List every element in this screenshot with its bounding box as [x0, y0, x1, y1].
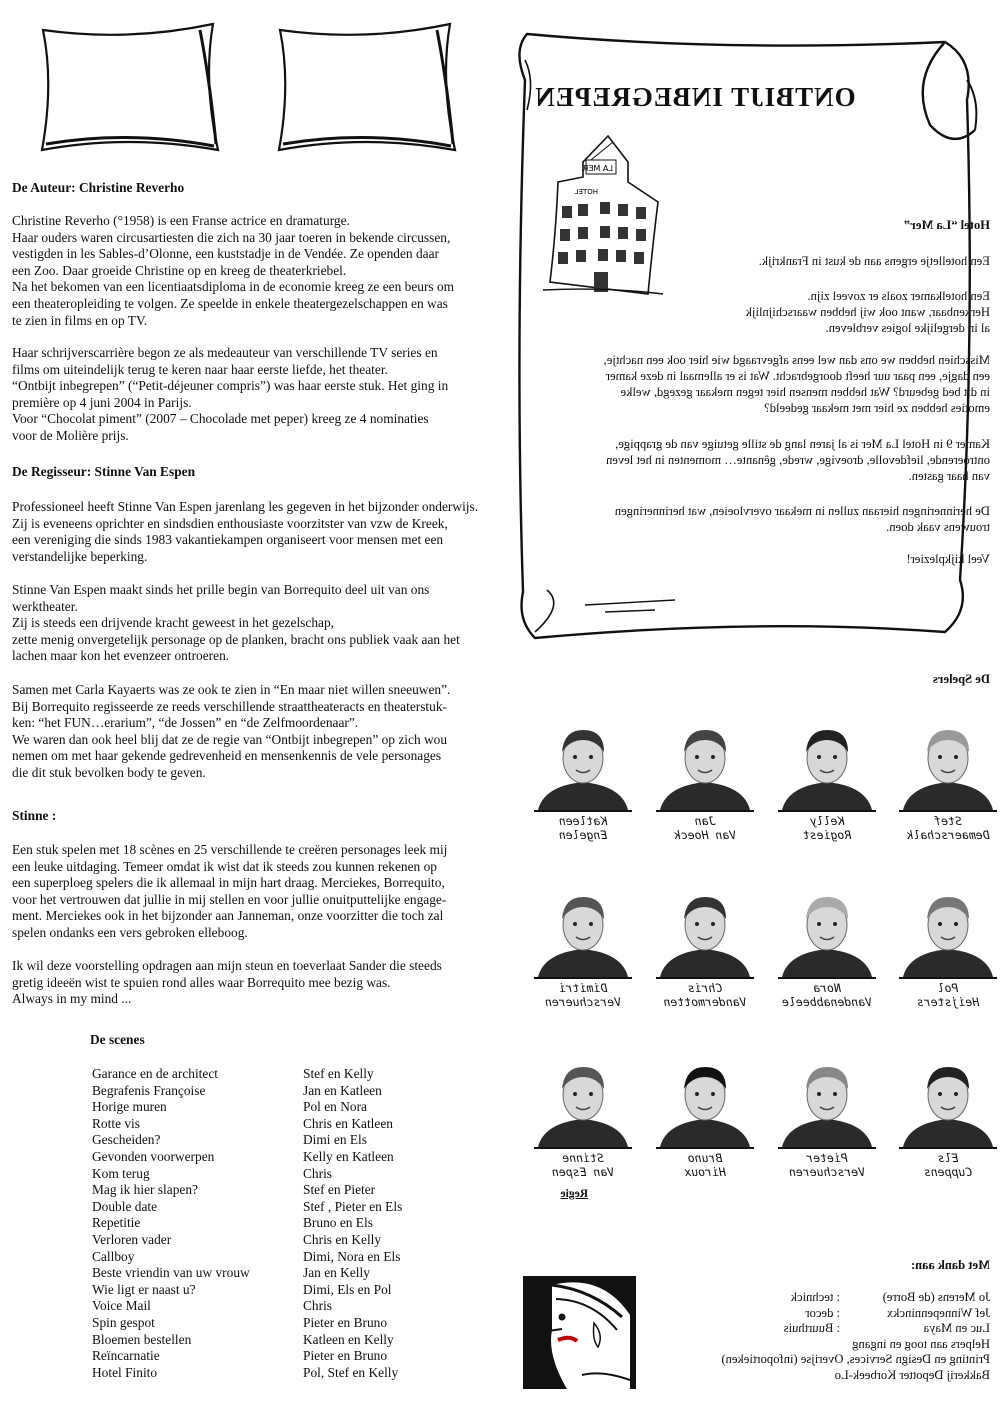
scene-row [92, 1199, 472, 1216]
thanks-row [645, 1321, 990, 1337]
scenes-heading: De scenes [90, 1032, 145, 1047]
scene-cast: Stef en Pieter [303, 1182, 376, 1198]
thanks-name: Luc en Maya [923, 1321, 990, 1335]
player-photo [778, 887, 876, 979]
scene-row [92, 1215, 472, 1232]
director-bio-2: Stinne Van Espen maakt sinds het prille begin van Borrequito deel uit van ons werktheater. Zij is steeds een drijvende kracht geweest in het gezelschap, zette menig onvergetelijk personage op de planken, bracht ons publiek vaak aan het lachen maar kon het evenzeer ontroeren. [12, 582, 460, 664]
scene-row [92, 1149, 472, 1166]
scene-cast: Chris [303, 1165, 333, 1181]
scene-cast: Stef , Pieter en Els [303, 1198, 403, 1214]
thanks-role: : technick [790, 1290, 840, 1304]
scene-row [92, 1083, 472, 1100]
thanks-row [645, 1352, 990, 1368]
scene-cast: Pieter en Bruno [303, 1314, 388, 1330]
scene-cast: Chris en Kelly [303, 1231, 382, 1247]
poster-para-4: Kamer 9 in Hotel La Mer is al jaren lang de stille getuige van de grappige, ontroerende, liefdevolle, droevige, wrede, gênante… momenten in het leven van haar gasten. [606, 437, 990, 483]
player-name: Stef Demaerschalk [906, 814, 990, 842]
player-name: Chris Vandermotten [663, 981, 747, 1009]
thanks-row [645, 1306, 990, 1322]
player-card [772, 1057, 882, 1179]
scene-cast: Chris [303, 1298, 333, 1314]
player-card [650, 720, 760, 842]
director-heading: De Regisseur: Stinne Van Espen [12, 464, 196, 479]
hotel-label-text: HOTEL [574, 188, 598, 196]
scene-title: Reïncarnatie [92, 1348, 160, 1364]
player-name: Stinne Van Espen [551, 1151, 615, 1179]
thanks-name: Bakkerij Depotter Korbeek-Lo [834, 1367, 990, 1382]
thanks-row [645, 1368, 990, 1384]
player-card [528, 887, 638, 1009]
thanks-role: : Buurthuis [783, 1321, 840, 1335]
scene-cast: Chris en Katleen [303, 1115, 393, 1131]
player-card [650, 887, 760, 1009]
author-bio-2: Haar schrijverscarrière begon ze als medeauteur van verschillende TV series en films om uiteindelijk terug te keren naar haar eerste liefde, het theater. “Ontbijt inbegrepen” (“Petit-déjeuner compris”) was haar eerste stuk. Het ging in première op 4 juni 2004 in Parijs. Voor “Chocolat piment” (2007 – Chocolade met peper) kreeg ze 4 nominaties voor de Molière prijs. [12, 345, 449, 443]
regie-label: Regie [560, 1188, 588, 1200]
player-name: Dimitri Verschueren [544, 981, 622, 1009]
scenes-table [92, 1066, 472, 1381]
player-name: Els Cuppens [923, 1151, 973, 1179]
player-name: Bruno Hiroux [684, 1151, 726, 1179]
author-bio-1: Christine Reverho (°1958) is een Franse actrice en dramaturge. Haar ouders waren circusartiesten die zich na 30 jaar toeren in bekende circussen, vestigden in les Sables-d’Olonne, een kuststadje in de Vendée. Ze openden daar een Zoo. Daar groeide Christine op en kreeg de theaterkriebel. Na het bekomen van een licentiaatsdiploma in de economie kreeg ze een beurs om een theateropleiding te volgen. Ze speelde in enkele theatergezelschappen en was te zien in films en op TV. [12, 213, 455, 328]
scene-cast: Dimi, Nora en Els [303, 1248, 401, 1264]
thanks-row [645, 1337, 990, 1353]
poster-para-1: Een hotelletje ergens aan de kust in Frankrijk. [758, 254, 990, 268]
scene-cast: Pol, Stef en Kelly [303, 1364, 399, 1380]
scene-row [92, 1298, 472, 1315]
scene-title: Double date [92, 1198, 158, 1214]
scene-title: Garance en de architect [92, 1066, 219, 1081]
scene-row [92, 1099, 472, 1116]
player-name: Pol Heijsters [916, 981, 980, 1009]
poster-para-5: De herinneringen hieraan zullen in mekaar overvloeien, wat herinneringen trouwens vaak doen. [614, 504, 990, 534]
scene-row [92, 1332, 472, 1349]
scene-title: Gevonden voorwerpen [92, 1148, 215, 1164]
scene-row [92, 1265, 472, 1282]
poster-hotel-name: Hotel “La Mer” [903, 218, 990, 232]
player-name: Nora Vandenabbeele [782, 981, 873, 1009]
player-photo [534, 1057, 632, 1149]
director-bio-1: Professioneel heeft Stinne Van Espen jarenlang les gegeven in het bijzonder onderwijs. Zij is eveneens oprichter en sindsdien enthousiaste voorzitster van vzw de Kreek, een vereniging die sinds 1983 vakantiekampen organiseert voor mensen met een verstandelijke beperking. [12, 499, 479, 564]
scene-row [92, 1132, 472, 1149]
scene-cast: Bruno en Els [303, 1215, 373, 1231]
player-name: Kelly Rogiest [802, 814, 852, 842]
scene-cast: Katleen en Kelly [303, 1331, 394, 1347]
scene-title: Kom terug [92, 1165, 150, 1181]
scene-title: Gescheiden? [92, 1132, 161, 1148]
player-card [528, 1057, 638, 1179]
scene-title: Wie ligt er naast u? [92, 1281, 196, 1297]
thanks-name: Jo Merens (de Borre) [882, 1290, 990, 1304]
hotel-sign-text: LA MER [582, 164, 613, 173]
scene-title: Horige muren [92, 1099, 167, 1115]
stinne-text-1: Een stuk spelen met 18 scènes en 25 verschillende te creëren personages leek mij een leuke uitdaging. Temeer omdat ik wist dat ik steeds zou kunnen rekenen op een superploeg spelers die ik allemaal in mijn hart draag. Merciekes, Borrequito, voor het vertrouwen dat jullie in mij stellen en voor jullie onuitputtelijke engage- ment. Merciekes ook in het bijzonder aan Janneman, onze voorzitter die toch zal spelen ondanks een vers gebroken elleboog. [12, 842, 448, 940]
scene-row [92, 1066, 472, 1083]
hotel-icon [538, 132, 668, 297]
scene-row [92, 1365, 472, 1382]
stinne-text-2: Ik wil deze voorstelling opdragen aan mijn steun en toeverlaat Sander die steeds gretig ideeën wist te spuien rond alles waar Borrequito mee bezig was. Always in my mind ... [12, 958, 442, 1007]
poster-para-6: Veel kijkplezier! [906, 552, 990, 566]
player-photo [534, 720, 632, 812]
thanks-name: Helpers aan toog en ingang [852, 1336, 990, 1351]
player-name: Jan Van Hoeck [673, 814, 737, 842]
thanks-role: : decor [805, 1305, 840, 1320]
scene-row [92, 1232, 472, 1249]
player-photo [656, 887, 754, 979]
thanks-row [645, 1290, 990, 1306]
scene-title: Rotte vis [92, 1115, 140, 1131]
players-heading: De Spelers [932, 672, 990, 686]
player-card [650, 1057, 760, 1179]
thanks-list [645, 1290, 990, 1383]
player-card [893, 1057, 1000, 1179]
player-card [528, 720, 638, 842]
scene-cast: Dimi, Els en Pol [303, 1281, 392, 1297]
player-name: Pieter Verschueren [788, 1151, 866, 1179]
thanks-name: Printing en Design Services, Overijse (infoportieken) [721, 1352, 990, 1366]
scene-row [92, 1116, 472, 1133]
poster-para-3: Misschien hebben we ons dan wel eens afgevraagd wie hier ook een nachtje, een dagje, een paar uur heeft doorgebracht. Wat is er allemaal in deze kamer in dit bed gebeurd? Wat hebben mensen hier tegen mekaar gezegd, welke emoties hebben ze hier met mekaar gedeeld? [603, 353, 990, 415]
scene-title: Repetitie [92, 1215, 141, 1231]
stinne-heading: Stinne : [12, 808, 57, 823]
player-card [772, 720, 882, 842]
scene-title: Callboy [92, 1248, 135, 1264]
mime-face-icon [522, 1275, 637, 1390]
player-card [893, 887, 1000, 1009]
player-card [772, 887, 882, 1009]
player-photo [534, 887, 632, 979]
poster-title: ONTBIJT INBEGREPEN [534, 82, 856, 112]
player-card [893, 720, 1000, 842]
scene-title: Hotel Finito [92, 1364, 158, 1380]
director-bio-3: Samen met Carla Kayaerts was ze ook te zien in “En maar niet willen sneeuwen”. Bij Borrequito regisseerde ze reeds verschillende straattheateracts en theaterstuk- ken: “het FUN…erarium”, “de Jossen” en “de Zelfmoordenaar”. We waren dan ook heel blij dat ze de regie van “Ontbijt inbegrepen” op zich wou nemen om met haar gekende gedrevenheid en mensenkennis de vele personages die dit stuk bevolken body te geven. [12, 682, 451, 780]
player-photo [778, 1057, 876, 1149]
scene-title: Beste vriendin van uw vrouw [92, 1265, 250, 1281]
player-photo [778, 720, 876, 812]
scene-title: Spin gespot [92, 1314, 155, 1330]
scene-cast: Jan en Kelly [303, 1265, 370, 1281]
scene-title: Mag ik hier slapen? [92, 1182, 198, 1198]
pillow-left-icon [28, 12, 228, 162]
scene-cast: Pol en Nora [303, 1099, 367, 1115]
scene-row [92, 1282, 472, 1299]
scene-title: Bloemen bestellen [92, 1331, 192, 1347]
player-photo [656, 720, 754, 812]
player-name: Katleen Engelen [558, 814, 608, 842]
player-photo [656, 1057, 754, 1149]
scene-cast: Pieter en Bruno [303, 1348, 388, 1364]
scene-title: Voice Mail [92, 1298, 151, 1314]
scene-cast: Jan en Katleen [303, 1082, 382, 1098]
scene-row [92, 1166, 472, 1183]
scene-title: Verloren vader [92, 1231, 172, 1247]
scene-cast: Stef en Kelly [303, 1066, 374, 1081]
player-photo [899, 887, 997, 979]
scene-title: Begrafenis Françoise [92, 1082, 206, 1098]
scene-row [92, 1315, 472, 1332]
scene-row [92, 1182, 472, 1199]
scene-cast: Dimi en Els [303, 1132, 367, 1148]
thanks-heading: Met dank aan: [910, 1258, 990, 1272]
player-photo [899, 1057, 997, 1149]
pillow-right-icon [265, 12, 465, 162]
scene-cast: Kelly en Katleen [303, 1148, 394, 1164]
thanks-name: Jef Winnepenninckx [886, 1305, 990, 1320]
scene-row [92, 1348, 472, 1365]
author-heading: De Auteur: Christine Reverho [12, 180, 185, 195]
poster-para-2: Een hotelkamer zoals er zoveel zijn. Herkenbaar, want ook wij hebben waarschijnlijk al in dergelijke logies verbleven. [745, 289, 990, 335]
player-photo [899, 720, 997, 812]
scene-row [92, 1249, 472, 1266]
